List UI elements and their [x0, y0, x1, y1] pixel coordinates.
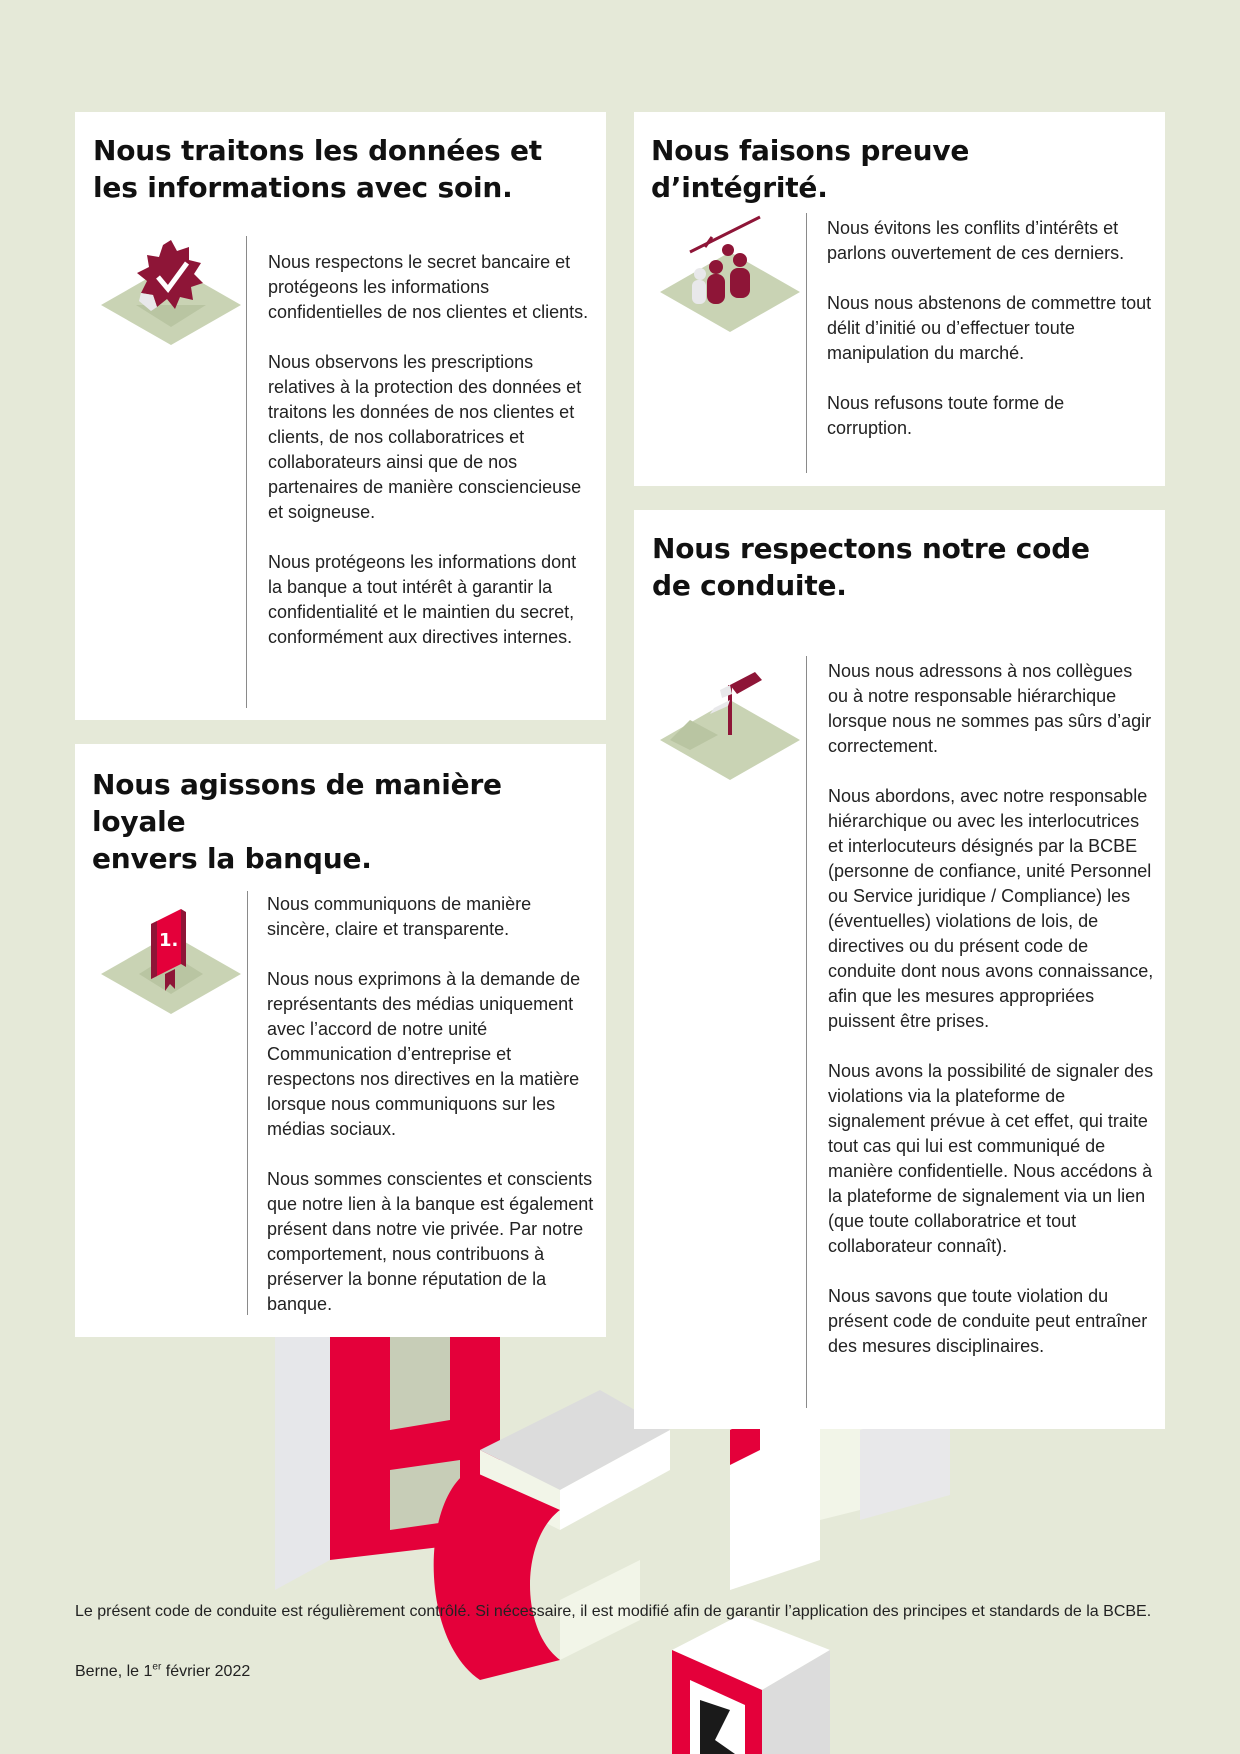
card-body — [827, 216, 1153, 441]
paragraph: Nous savons que toute violation du présent code de conduite peut entraîner des mesures disciplinaires. — [828, 1286, 1148, 1356]
paragraph: Nous respectons le secret bancaire et protégeons les informations confidentielles de nos clientes et clients. — [268, 252, 589, 322]
card-body — [268, 250, 593, 650]
signpost-icon — [650, 660, 810, 780]
card-loyalty — [75, 744, 606, 1337]
flag-number: 1. — [159, 930, 179, 951]
paragraph: Nous sommes conscientes et conscients que notre lien à la banque est également présent dans notre vie privée. Par notre comportement, nous contribuons à préserver la bonne réputation de la banque. — [267, 1169, 594, 1314]
divider-line — [247, 891, 248, 1315]
paragraph: Nous refusons toute forme de corruption. — [827, 393, 1065, 438]
divider-line — [246, 236, 247, 708]
paragraph: Nous nous exprimons à la demande de représentants des médias uniquement avec l’accord de notre unité Communication d’entreprise et respectons nos directives en la matière lorsque nous communiquons sur les médias sociaux. — [267, 969, 581, 1139]
paragraph: Nous communiquons de manière sincère, claire et transparente. — [267, 894, 532, 939]
paragraph: Nous évitons les conflits d’intérêts et parlons ouvertement de ces derniers. — [827, 218, 1125, 263]
card-body — [267, 892, 595, 1317]
paragraph: Nous nous abstenons de commettre tout délit d’initié ou d’effectuer toute manipulation du marché. — [827, 293, 1152, 363]
card-title: Nous agissons de manière loyale envers la banque. — [92, 768, 502, 875]
seal-checkmark-icon — [91, 235, 251, 355]
card-body — [828, 659, 1154, 1359]
footer-note: Le présent code de conduite est régulièrement contrôlé. Si nécessaire, il est modifié afin de garantir l’application des principes et standards de la BCBE. — [75, 1603, 1152, 1620]
paragraph: Nous nous adressons à nos collègues ou à notre responsable hiérarchique lorsque nous ne sommes pas sûrs d’agir correctement. — [828, 661, 1152, 756]
card-title: Nous respectons notre code de conduite. — [652, 532, 1090, 602]
card-data-care — [75, 112, 606, 720]
paragraph: Nous abordons, avec notre responsable hiérarchique ou avec les interlocutrices et interlocuteurs désignés par la BCBE (personne de confiance, unité Personnel ou Service juridique / Compliance) les (éventuelles) violations de lois, de directives ou du présent code de conduite dont nous avons connaissance, afin que les mesures appropriées puissent être prises. — [828, 786, 1154, 1031]
paragraph: Nous observons les prescriptions relatives à la protection des données et traitons les données de nos clientes et clients, de nos collaboratrices et collaborateurs ainsi que de nos partenaires de manière consciencieuse et soigneuse. — [268, 352, 582, 522]
card-integrity — [634, 112, 1165, 486]
paragraph: Nous protégeons les informations dont la banque a tout intérêt à garantir la confidentialité et le maintien du secret, conformément aux directives internes. — [268, 552, 577, 647]
numbered-flag-icon — [91, 894, 251, 1014]
footer-date: Berne, le 1er février 2022 — [75, 1661, 251, 1680]
paragraph: Nous avons la possibilité de signaler des violations via la plateforme de signalement prévue à cet effet, qui traite tout cas qui lui est communiqué de manière confidentielle. Nous accédons à la plateforme de signalement via un lien (que toute collaboratrice et tout collaborateur connaît). — [828, 1061, 1154, 1256]
card-code-of-conduct — [634, 510, 1165, 1429]
card-title: Nous faisons preuve d’intégrité. — [651, 134, 970, 204]
divider-line — [806, 656, 807, 1408]
divider-line — [806, 213, 807, 473]
card-title: Nous traitons les données et les informations avec soin. — [93, 134, 542, 204]
people-group-icon — [650, 212, 810, 332]
